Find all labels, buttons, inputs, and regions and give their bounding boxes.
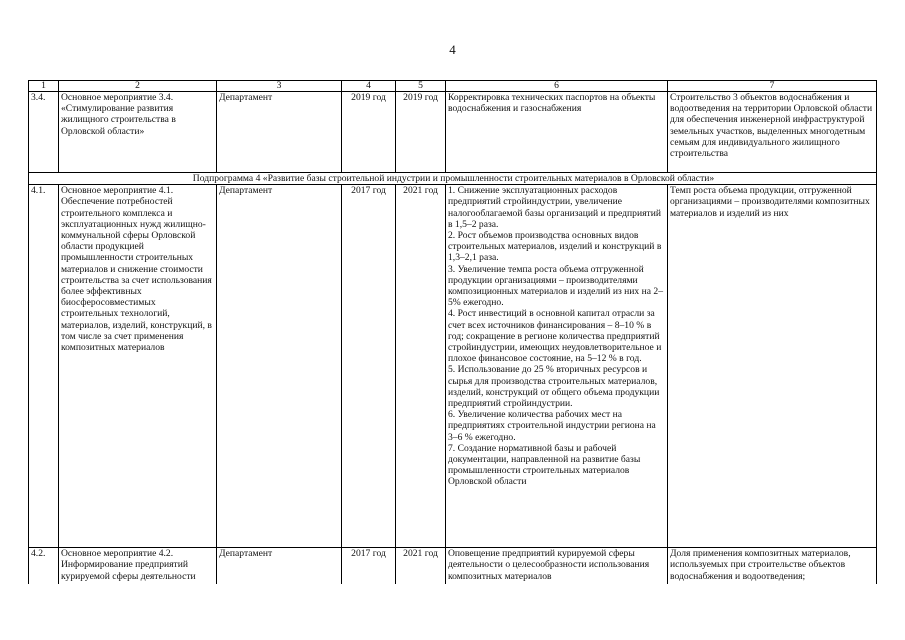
executor: Департамент <box>217 548 342 585</box>
result-item: 3. Увеличение темпа роста объема отгруженной продукции организациями – производителями композиционных материалов и изделий из них на 2–5% ежегодно. <box>448 263 663 309</box>
result-item: 4. Рост инвестиций в основной капитал отрасли за счет всех источников финансирования – 8–10 % в год; сокращение в регионе количества предприятий стройиндустрии, имеющих неудовлетворительное и плохое финансовое состояние, на 5–12 % в год. <box>448 308 662 365</box>
header-cell: 3 <box>217 81 342 92</box>
header-cell: 5 <box>396 81 446 92</box>
start-year: 2017 год <box>342 548 396 585</box>
start-year: 2017 год <box>342 185 396 548</box>
event-name: Основное мероприятие 3.4. «Стимулирование развития жилищного строительства в Орловской области» <box>59 92 217 173</box>
executor: Департамент <box>217 185 342 548</box>
header-cell: 2 <box>59 81 217 92</box>
row-number: 4.1. <box>29 185 59 548</box>
event-name: Основное мероприятие 4.1. Обеспечение потребностей строительного комплекса и эксплуатационных нужд жилищно-коммунальной сферы Орловской области продукцией промышленности строительных материалов и снижение стоимости строительства за счет использования более эффективных биосферосовместимых строительных технологий, материалов, изделий, конструкций, в том числе за счет применения композитных материалов <box>59 185 217 548</box>
header-cell: 4 <box>342 81 396 92</box>
result-item: 1. Снижение эксплуатационных расходов предприятий стройиндустрии, увеличение налогооблагаемой базы организаций и предприятий в 1,5–2 раза. <box>448 185 661 230</box>
indicator: Строительство 3 объектов водоснабжения и водоотведения на территории Орловской области для обеспечения инженерной инфраструктурой земельных участков, выделенных многодетным семьям для индивидуального жилищного строительства <box>668 92 877 173</box>
result-item: 2. Рост объемов производства основных видов строительных материалов, изделий и конструкций в 1,3–2,1 раза. <box>448 230 662 264</box>
subprogram-title: Подпрограмма 4 «Развитие базы строительной индустрии и промышленности строительных материалов в Орловской области» <box>29 173 877 185</box>
start-year: 2019 год <box>342 92 396 173</box>
row-number: 3.4. <box>29 92 59 173</box>
result-item: Оповещение предприятий курируемой сферы деятельности о целесообразности использования композитных материалов <box>448 548 650 582</box>
expected-result <box>446 92 668 173</box>
end-year: 2019 год <box>396 92 446 173</box>
header-cell: 7 <box>668 81 877 92</box>
subprogram-row <box>29 173 877 185</box>
page-number: 4 <box>449 42 456 57</box>
program-table <box>28 80 877 584</box>
row-number: 4.2. <box>29 548 59 585</box>
result-item: Корректировка технических паспортов на объекты водоснабжения и газоснабжения <box>448 92 656 115</box>
indicator: Темп роста объема продукции, отгруженной организациями – производителями композитных материалов и изделий из них <box>668 185 877 548</box>
end-year: 2021 год <box>396 548 446 585</box>
header-cell: 1 <box>29 81 59 92</box>
table-row <box>29 185 877 548</box>
expected-result <box>446 548 668 585</box>
expected-result <box>446 185 668 548</box>
event-name: Основное мероприятие 4.2. Информирование предприятий курируемой сферы деятельности <box>59 548 217 585</box>
header-cell: 6 <box>446 81 668 92</box>
end-year: 2021 год <box>396 185 446 548</box>
table-row <box>29 92 877 173</box>
result-item: 7. Создание нормативной базы и рабочей документации, направленной на развитие базы промышленности строительных материалов Орловской области <box>448 442 641 488</box>
result-item: 6. Увеличение количества рабочих мест на предприятиях строительной индустрии региона на 3–6 % ежегодно. <box>448 409 656 443</box>
table-row <box>29 548 877 585</box>
indicator: Доля применения композитных материалов, используемых при строительстве объектов водоснабжения и водоотведения; <box>668 548 877 585</box>
header-row <box>29 81 877 92</box>
result-item: 5. Использование до 25 % вторичных ресурсов и сырья для производства строительных материалов, изделий, конструкций от общего объема продукции предприятий стройиндустрии. <box>448 364 660 410</box>
executor: Департамент <box>217 92 342 173</box>
